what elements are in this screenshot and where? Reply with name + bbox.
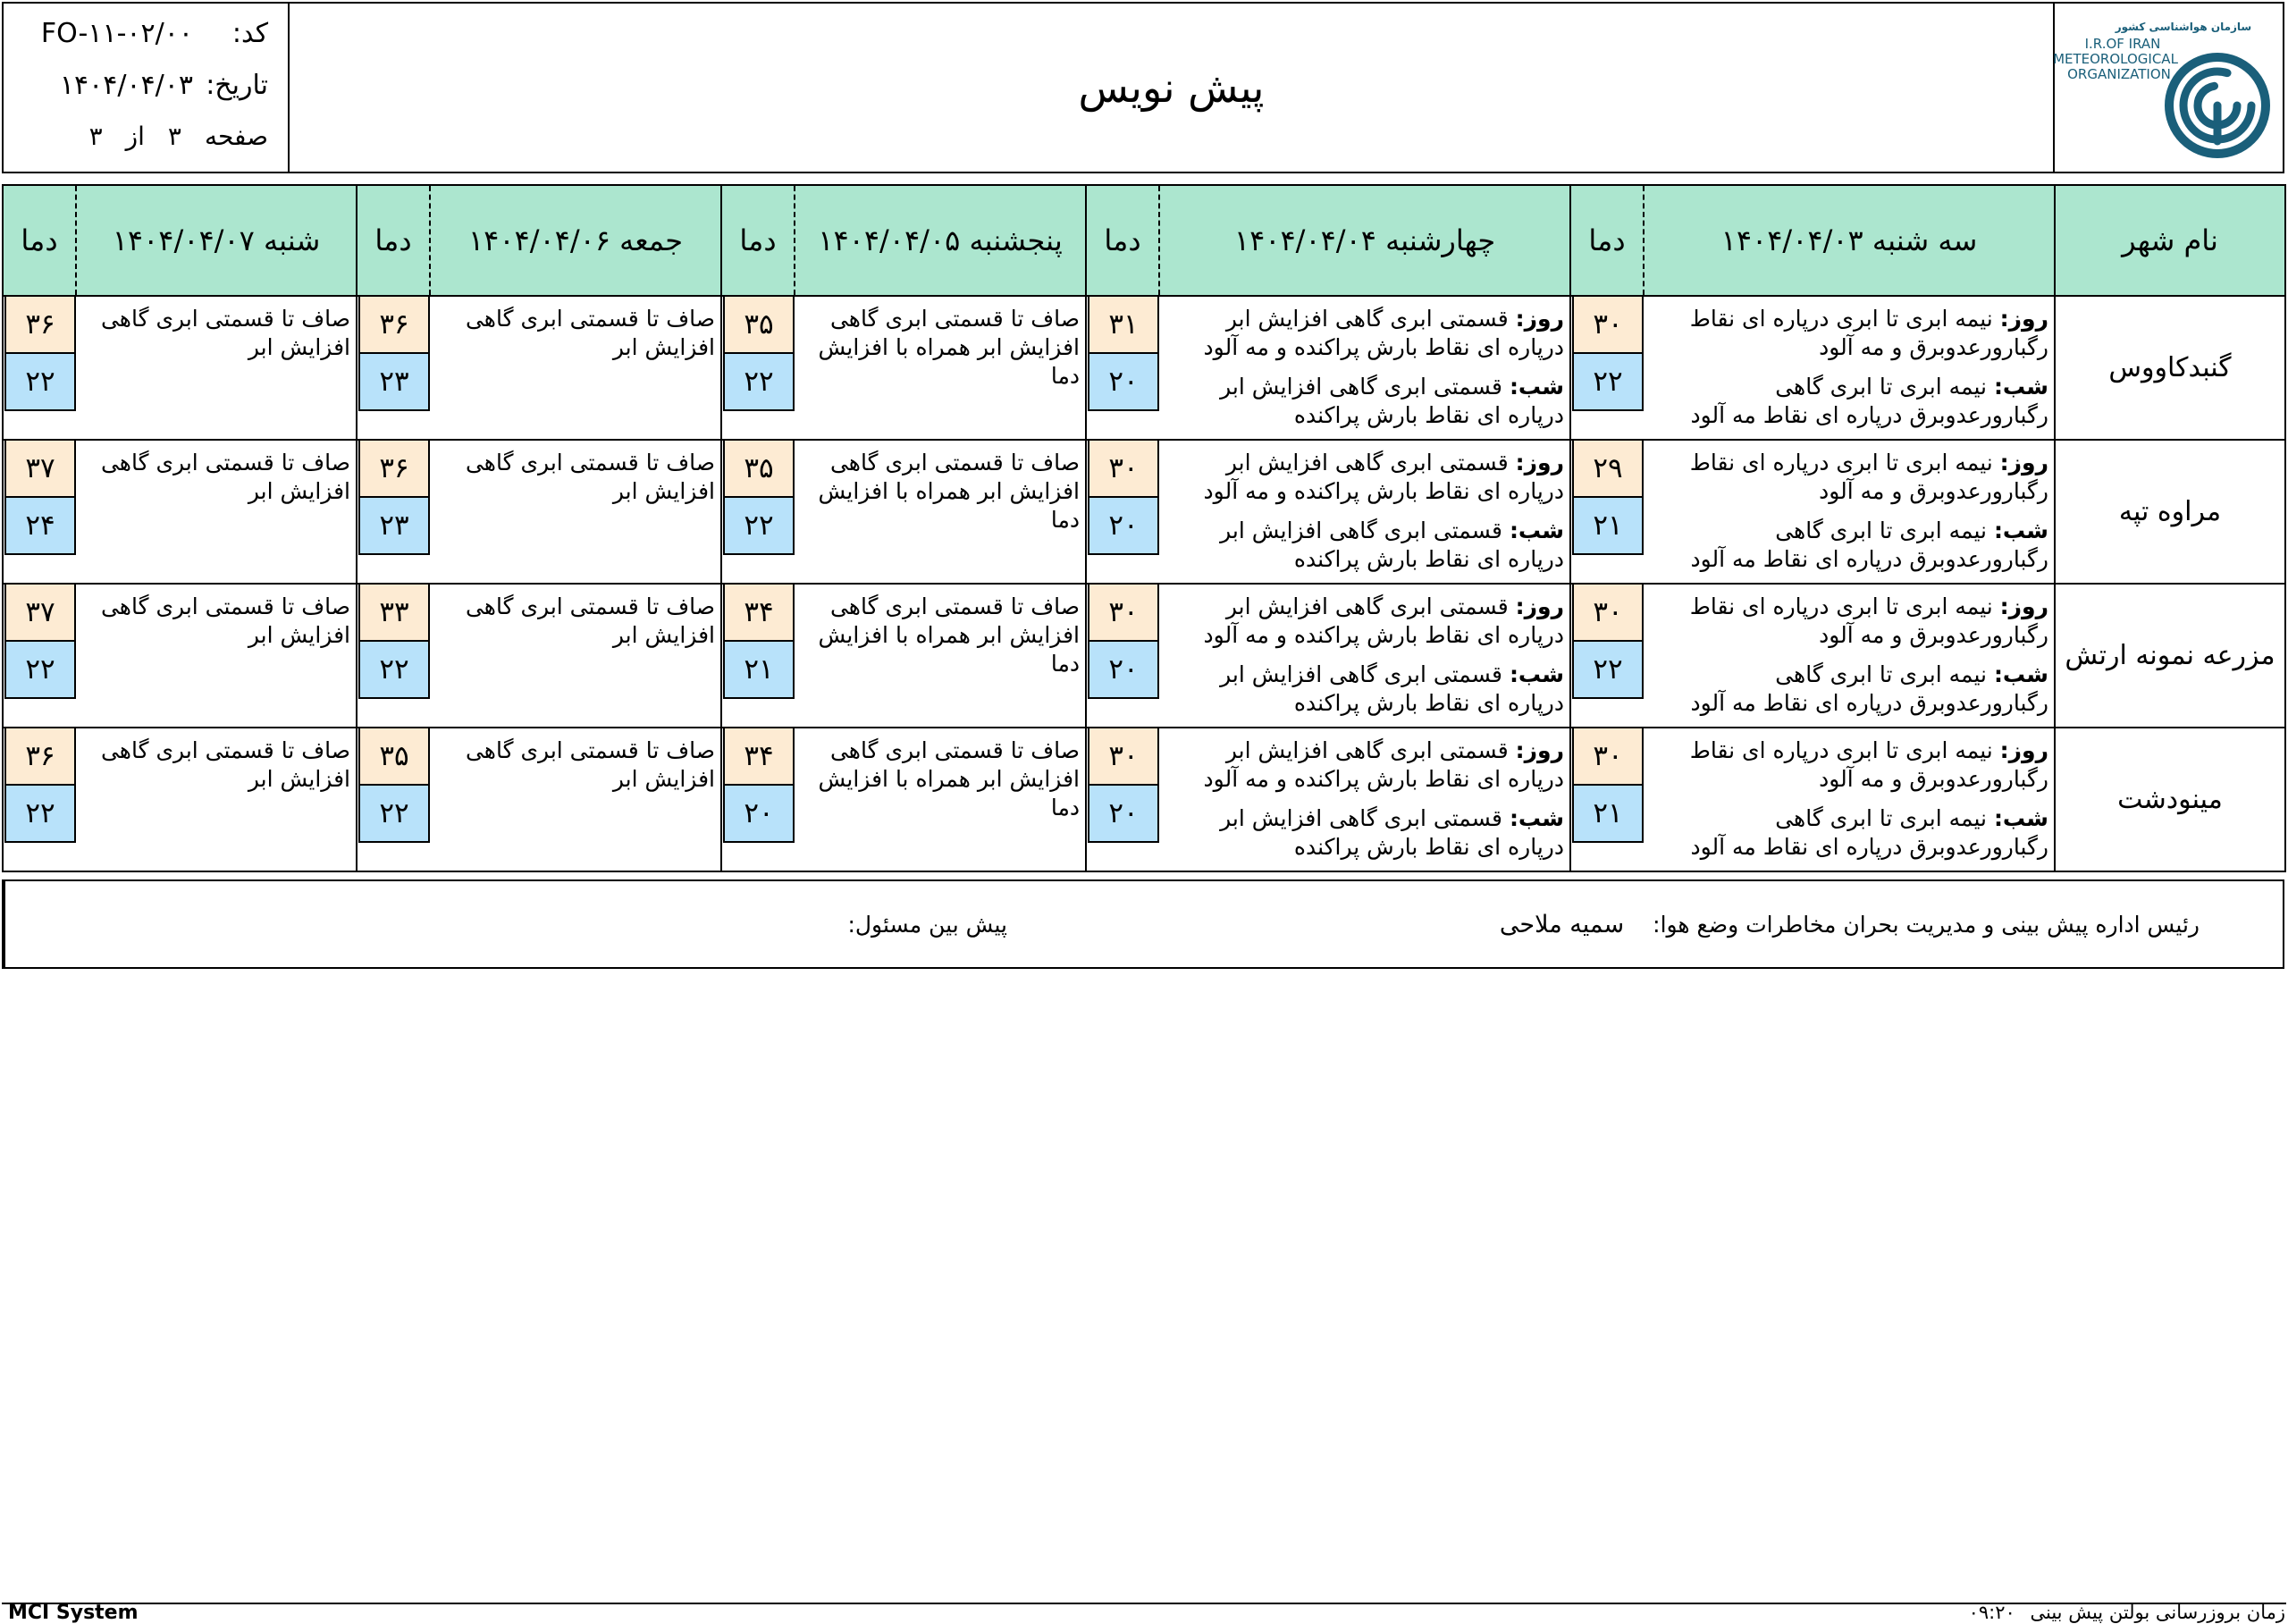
- temperature-cell: [1086, 728, 1159, 871]
- table-row: [3, 440, 2285, 584]
- update-label: زمان بروزرسانی بولتن پیش بینی: [2030, 1602, 2285, 1623]
- table-row: [3, 584, 2285, 728]
- forecast-description: [1159, 296, 1570, 440]
- temperature-cell: [3, 440, 76, 584]
- min-temperature: ۲۰: [1088, 498, 1159, 555]
- night-forecast-text: نیمه ابری تا ابری گاهی رگبارورعدوبرق درپاره ای نقاط مه آلود: [1690, 517, 2048, 572]
- night-label: شب:: [1509, 661, 1564, 687]
- day-forecast: [1163, 305, 1564, 362]
- day-date: ۱۴۰۴/۰۴/۰۳: [1720, 223, 1863, 257]
- day-forecast-text: نیمه ابری تا ابری درپاره ای نقاط رگبارورعدوبرق و مه آلود: [1689, 306, 2048, 360]
- head-label: رئیس اداره پیش بینی و مدیریت بحران مخاطرات وضع هوا:: [1653, 911, 2200, 938]
- temp-column-header: دما: [721, 185, 795, 296]
- day-forecast: [1647, 449, 2048, 506]
- page-total: ۳: [88, 122, 103, 151]
- min-temperature: ۲۱: [1572, 786, 1644, 843]
- night-label: شب:: [1993, 517, 2048, 543]
- table-row: [3, 728, 2285, 871]
- document-header: [2, 2, 2284, 173]
- day-name: سه شنبه: [1872, 223, 1978, 257]
- day-date: ۱۴۰۴/۰۴/۰۵: [818, 223, 961, 257]
- temperature-cell: [1570, 584, 1644, 728]
- date-row: [4, 70, 268, 122]
- forecast-text: صاف تا قسمتی ابری گاهی افزایش ابر همراه با افزایش دما: [818, 737, 1080, 820]
- head-section: [1199, 881, 2283, 967]
- day-name: چهارشنبه: [1385, 223, 1496, 257]
- min-temperature: ۲۱: [723, 642, 795, 699]
- max-temperature: ۳۶: [358, 441, 430, 498]
- forecast-description: [430, 440, 721, 584]
- day-date: ۱۴۰۴/۰۴/۰۷: [112, 223, 255, 257]
- city-name: مینودشت: [2055, 728, 2285, 871]
- max-temperature: ۳۰: [1572, 585, 1644, 642]
- max-temperature: ۳۳: [358, 585, 430, 642]
- forecast-description: [795, 440, 1086, 584]
- city-column-header: نام شهر: [2055, 185, 2285, 296]
- day-forecast-text: قسمتی ابری گاهی افزایش ابر درپاره ای نقاط بارش پراکنده و مه آلود: [1203, 737, 1564, 792]
- temp-column-header: دما: [1086, 185, 1159, 296]
- forecast-text: صاف تا قسمتی ابری گاهی افزایش ابر: [100, 306, 350, 360]
- min-temperature: ۲۰: [1088, 786, 1159, 843]
- night-forecast-text: نیمه ابری تا ابری گاهی رگبارورعدوبرق درپاره ای نقاط مه آلود: [1690, 661, 2048, 716]
- night-forecast: [1647, 517, 2048, 574]
- forecast-description: [76, 728, 357, 871]
- forecast-description: [1159, 440, 1570, 584]
- min-temperature: ۲۲: [358, 786, 430, 843]
- head-name: سمیه ملاحی: [1499, 910, 1625, 938]
- page-title: پیش نویس: [1078, 63, 1265, 112]
- day-label: روز:: [1999, 450, 2048, 475]
- min-temperature: ۲۲: [723, 354, 795, 411]
- forecast-description: [1159, 728, 1570, 871]
- temperature-cell: [721, 584, 795, 728]
- temperature-cell: [3, 728, 76, 871]
- max-temperature: ۳۰: [1088, 585, 1159, 642]
- max-temperature: ۳۵: [723, 297, 795, 354]
- forecast-text: صاف تا قسمتی ابری گاهی افزایش ابر: [465, 593, 715, 648]
- forecast-description: [1644, 584, 2055, 728]
- night-label: شب:: [1509, 374, 1564, 400]
- max-temperature: ۳۷: [4, 441, 76, 498]
- temperature-cell: [357, 440, 430, 584]
- forecast-text: صاف تا قسمتی ابری گاهی افزایش ابر همراه با افزایش دما: [818, 593, 1080, 677]
- table-header-row: [3, 185, 2285, 296]
- day-forecast-text: نیمه ابری تا ابری درپاره ای نقاط رگبارورعدوبرق و مه آلود: [1689, 737, 2048, 792]
- temperature-cell: [721, 440, 795, 584]
- day-forecast: [1647, 736, 2048, 794]
- day-label: روز:: [1999, 737, 2048, 763]
- max-temperature: ۳۰: [1088, 441, 1159, 498]
- night-forecast-text: قسمتی ابری گاهی افزایش ابر درپاره ای نقاط بارش پراکنده: [1220, 374, 1564, 428]
- max-temperature: ۳۵: [358, 728, 430, 786]
- temperature-cell: [1086, 440, 1159, 584]
- night-forecast: [1163, 661, 1564, 718]
- table-row: [3, 296, 2285, 440]
- forecast-description: [1159, 584, 1570, 728]
- temperature-cell: [357, 584, 430, 728]
- forecast-description: [430, 584, 721, 728]
- forecast-description: [1644, 728, 2055, 871]
- temp-column-header: دما: [357, 185, 430, 296]
- day-forecast: [1163, 449, 1564, 506]
- min-temperature: ۲۲: [4, 786, 76, 843]
- forecast-description: [1644, 440, 2055, 584]
- update-time: ۰۹:۲۰: [1968, 1602, 2015, 1623]
- forecaster-label: پیش بین مسئول:: [847, 911, 1007, 938]
- temperature-cell: [1570, 296, 1644, 440]
- night-forecast-text: نیمه ابری تا ابری گاهی رگبارورعدوبرق درپاره ای نقاط مه آلود: [1690, 374, 2048, 428]
- day-date: ۱۴۰۴/۰۴/۰۶: [467, 223, 610, 257]
- code-label: کد:: [231, 18, 268, 49]
- update-info: [1969, 1602, 2285, 1623]
- min-temperature: ۲۲: [1572, 354, 1644, 411]
- max-temperature: ۳۶: [358, 297, 430, 354]
- night-label: شب:: [1993, 805, 2048, 831]
- night-label: شب:: [1993, 661, 2048, 687]
- max-temperature: ۳۰: [1572, 728, 1644, 786]
- day-label: روز:: [1515, 450, 1564, 475]
- temperature-cell: [357, 728, 430, 871]
- night-label: شب:: [1509, 517, 1564, 543]
- temperature-cell: [1086, 296, 1159, 440]
- forecast-description: [430, 296, 721, 440]
- forecast-text: صاف تا قسمتی ابری گاهی افزایش ابر: [100, 737, 350, 792]
- max-temperature: ۲۹: [1572, 441, 1644, 498]
- meteorological-organization-logo: [2053, 16, 2273, 159]
- night-forecast: [1163, 373, 1564, 430]
- max-temperature: ۳۰: [1572, 297, 1644, 354]
- day-header: [430, 185, 721, 296]
- min-temperature: ۲۳: [358, 498, 430, 555]
- night-label: شب:: [1509, 805, 1564, 831]
- temperature-cell: [721, 728, 795, 871]
- day-label: روز:: [1515, 737, 1564, 763]
- min-temperature: ۲۳: [358, 354, 430, 411]
- day-date: ۱۴۰۴/۰۴/۰۴: [1233, 223, 1376, 257]
- night-forecast: [1647, 661, 2048, 718]
- temperature-cell: [3, 296, 76, 440]
- system-label: MCI System: [8, 1602, 139, 1624]
- max-temperature: ۳۴: [723, 728, 795, 786]
- day-label: روز:: [1999, 306, 2048, 332]
- signature-box: [2, 879, 2284, 969]
- max-temperature: ۳۶: [4, 297, 76, 354]
- temperature-cell: [357, 296, 430, 440]
- day-label: روز:: [1515, 306, 1564, 332]
- forecast-description: [795, 584, 1086, 728]
- night-forecast: [1163, 517, 1564, 574]
- night-forecast-text: نیمه ابری تا ابری گاهی رگبارورعدوبرق درپاره ای نقاط مه آلود: [1690, 805, 2048, 860]
- page-label: صفحه: [204, 122, 268, 151]
- day-header: [1159, 185, 1570, 296]
- min-temperature: ۲۲: [1572, 642, 1644, 699]
- forecast-description: [76, 440, 357, 584]
- forecast-table: [2, 184, 2286, 872]
- max-temperature: ۳۱: [1088, 297, 1159, 354]
- temperature-cell: [1086, 584, 1159, 728]
- document-meta: [4, 4, 290, 172]
- min-temperature: ۲۲: [4, 642, 76, 699]
- day-name: شنبه: [263, 223, 321, 257]
- min-temperature: ۲۴: [4, 498, 76, 555]
- day-forecast-text: قسمتی ابری گاهی افزایش ابر درپاره ای نقاط بارش پراکنده و مه آلود: [1203, 450, 1564, 504]
- city-name: گنبدکاووس: [2055, 296, 2285, 440]
- temp-column-header: دما: [3, 185, 76, 296]
- night-forecast-text: قسمتی ابری گاهی افزایش ابر درپاره ای نقاط بارش پراکنده: [1220, 517, 1564, 572]
- footer-divider: [2, 1603, 2286, 1604]
- forecast-text: صاف تا قسمتی ابری گاهی افزایش ابر: [100, 593, 350, 648]
- date-value: ۱۴۰۴/۰۴/۰۳: [59, 70, 193, 101]
- day-label: روز:: [1515, 593, 1564, 619]
- temperature-cell: [721, 296, 795, 440]
- temperature-cell: [1570, 440, 1644, 584]
- date-label: تاریخ:: [206, 70, 268, 101]
- day-header: [1644, 185, 2055, 296]
- day-forecast-text: قسمتی ابری گاهی افزایش ابر درپاره ای نقاط بارش پراکنده و مه آلود: [1203, 593, 1564, 648]
- forecast-description: [1644, 296, 2055, 440]
- night-forecast: [1647, 804, 2048, 862]
- forecast-description: [76, 584, 357, 728]
- code-row: [4, 18, 268, 70]
- day-forecast-text: نیمه ابری تا ابری درپاره ای نقاط رگبارورعدوبرق و مه آلود: [1689, 593, 2048, 648]
- temperature-cell: [3, 584, 76, 728]
- min-temperature: ۲۰: [723, 786, 795, 843]
- max-temperature: ۳۷: [4, 585, 76, 642]
- day-forecast: [1647, 305, 2048, 362]
- min-temperature: ۲۲: [358, 642, 430, 699]
- forecast-text: صاف تا قسمتی ابری گاهی افزایش ابر: [465, 450, 715, 504]
- forecast-description: [795, 296, 1086, 440]
- night-forecast-text: قسمتی ابری گاهی افزایش ابر درپاره ای نقاط بارش پراکنده: [1220, 661, 1564, 716]
- night-forecast-text: قسمتی ابری گاهی افزایش ابر درپاره ای نقاط بارش پراکنده: [1220, 805, 1564, 860]
- temperature-cell: [1570, 728, 1644, 871]
- night-forecast: [1163, 804, 1564, 862]
- forecast-text: صاف تا قسمتی ابری گاهی افزایش ابر: [465, 306, 715, 360]
- night-label: شب:: [1993, 374, 2048, 400]
- min-temperature: ۲۲: [4, 354, 76, 411]
- min-temperature: ۲۰: [1088, 354, 1159, 411]
- title-box: [290, 4, 2053, 172]
- day-name: جمعه: [619, 223, 684, 257]
- city-name: مراوه تپه: [2055, 440, 2285, 584]
- forecast-text: صاف تا قسمتی ابری گاهی افزایش ابر همراه با افزایش دما: [818, 306, 1080, 389]
- day-forecast-text: نیمه ابری تا ابری درپاره ای نقاط رگبارورعدوبرق و مه آلود: [1689, 450, 2048, 504]
- forecast-description: [76, 296, 357, 440]
- forecast-text: صاف تا قسمتی ابری گاهی افزایش ابر همراه با افزایش دما: [818, 450, 1080, 533]
- logo-text-en-1: I.R.OF IRAN: [2084, 36, 2161, 52]
- temp-column-header: دما: [1570, 185, 1644, 296]
- day-header: [76, 185, 357, 296]
- max-temperature: ۳۵: [723, 441, 795, 498]
- max-temperature: ۳۴: [723, 585, 795, 642]
- min-temperature: ۲۱: [1572, 498, 1644, 555]
- night-forecast: [1647, 373, 2048, 430]
- max-temperature: ۳۶: [4, 728, 76, 786]
- logo-box: [2053, 4, 2283, 172]
- code-value: FO-۱۱-۰۲/۰۰: [40, 18, 193, 49]
- page-current: ۳: [167, 122, 181, 151]
- logo-text-fa: سازمان هواشناسی کشور: [2115, 21, 2252, 33]
- forecaster-section: [4, 881, 1199, 967]
- day-forecast-text: قسمتی ابری گاهی افزایش ابر درپاره ای نقاط بارش پراکنده و مه آلود: [1203, 306, 1564, 360]
- day-forecast: [1647, 593, 2048, 650]
- min-temperature: ۲۰: [1088, 642, 1159, 699]
- logo-text-en-3: ORGANIZATION: [2067, 66, 2171, 82]
- logo-text-en-2: METEOROLOGICAL: [2053, 51, 2178, 67]
- day-forecast: [1163, 736, 1564, 794]
- city-name: مزرعه نمونه ارتش: [2055, 584, 2285, 728]
- forecast-text: صاف تا قسمتی ابری گاهی افزایش ابر: [100, 450, 350, 504]
- page-of: از: [125, 122, 145, 151]
- day-label: روز:: [1999, 593, 2048, 619]
- forecast-description: [430, 728, 721, 871]
- forecast-description: [795, 728, 1086, 871]
- max-temperature: ۳۰: [1088, 728, 1159, 786]
- day-header: [795, 185, 1086, 296]
- page-row: [4, 122, 268, 173]
- forecast-text: صاف تا قسمتی ابری گاهی افزایش ابر: [465, 737, 715, 792]
- day-name: پنجشنبه: [969, 223, 1063, 257]
- day-forecast: [1163, 593, 1564, 650]
- min-temperature: ۲۲: [723, 498, 795, 555]
